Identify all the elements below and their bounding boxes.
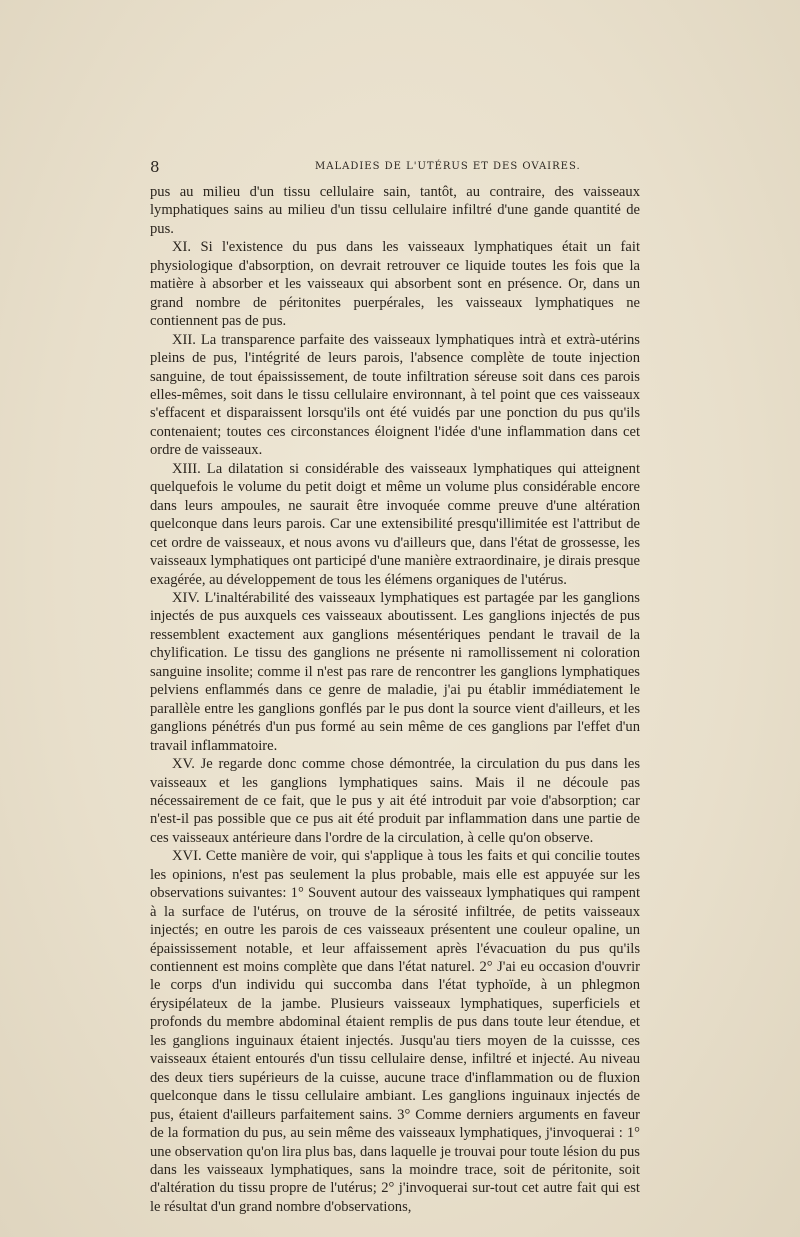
- running-title: MALADIES DE L'UTÉRUS ET DES OVAIRES.: [315, 161, 581, 172]
- page-number: 8: [150, 158, 160, 176]
- paragraph-xvi: XVI. Cette manière de voir, qui s'applique à tous les faits et qui concilie toutes les opinions, n'est pas seulement la plus probable, mais elle est appuyée sur les observations suivantes: 1° Souvent autour des vaisseaux lymphatiques qui rampent à la surface de l'utérus, on trouve de la sérosité infiltrée, de petits vaisseaux injectés; en outre les parois de ces vaisseaux présentent une couleur opaline, un épaississement notable, et leur affaissement après l'évacuation du pus qu'ils contiennent est moins complète que dans l'état naturel. 2° J'ai eu occasion d'ouvrir le corps d'un individu qui succomba dans l'état typhoïde, à un phlegmon érysipélateux de la jambe. Plusieurs vaisseaux lymphatiques, superficiels et profonds du membre abdominal étaient remplis de pus dans toute leur étendue, et les ganglions inguinaux étaient injectés. Jusqu'au tiers moyen de la cuissse, ces vaisseaux étaient entourés d'un tissu cellulaire dense, infiltré et injecté. Au niveau des deux tiers supérieurs de la cuisse, aucune trace d'inflammation ou de fluxion quelconque dans le tissu cellulaire ambiant. Les ganglions inguinaux injectés de pus, étaient d'ailleurs parfaitement sains. 3° Comme derniers arguments en faveur de la formation du pus, au sein même des vaisseaux lymphatiques, j'invoquerai : 1° une observation qu'on lira plus bas, dans laquelle je trouvai pour toute lésion du pus dans les vaisseaux lymphatiques, sans la moindre trace, soit de péritonite, soit d'altération du tissu propre de l'utérus; 2° j'invoquerai sur-tout cet autre fait qui est le résultat d'un grand nombre d'observations,: [150, 848, 640, 1215]
- page-header: [150, 158, 640, 178]
- paragraph-xv: XV. Je regarde donc comme chose démontrée, la circulation du pus dans les vaisseaux et les ganglions lymphatiques sains. Mais il ne découle pas nécessairement de ce fait, que le pus y ait été introduit par voie d'absorption; car n'est-il pas possible que ce pus ait été produit par inflammation dans une partie de ces vaisseaux antérieure dans l'ordre de la circulation, à celle qu'on observe.: [150, 756, 640, 846]
- paragraph-xii: XII. La transparence parfaite des vaisseaux lymphatiques intrà et extrà-utérins pleins de pus, l'intégrité de leurs parois, l'absence complète de toute injection sanguine, de tout épaississement, de toute infiltration séreuse soit dans ces parois elles-mêmes, soit dans le tissu cellulaire environnant, à tel point que ces vaisseaux s'effacent et disparaissent lorsqu'ils ont été vuidés par une ponction du pus qu'ils contenaient; toutes ces circonstances éloignent l'idée d'une inflammation dans cet ordre de vaisseaux.: [150, 331, 640, 459]
- paragraph-continuation: pus au milieu d'un tissu cellulaire sain, tantôt, au contraire, des vaisseaux lymphatiques sains au milieu d'un tissu cellulaire infiltré d'une gande quantité de pus.: [150, 184, 640, 237]
- paragraph-xi: XI. Si l'existence du pus dans les vaisseaux lymphatiques était un fait physiologique d'absorption, on devrait retrouver ce liquide toutes les fois que la matière à absorber et les vaisseaux qui absorbent sont en présence. Or, dans un grand nombre de péritonites puerpérales, les vaisseaux lymphatiques ne contiennent pas de pus.: [150, 239, 640, 330]
- paragraph-xiv: XIV. L'inaltérabilité des vaisseaux lymphatiques est partagée par les ganglions injectés de pus auxquels ces vaisseaux aboutissent. Les ganglions injectés de pus ressemblent exactement aux ganglions mésentériques pendant le travail de la chylification. Le tissu des ganglions ne présente ni ramollissement ni coloration sanguine insolite; comme il n'est pas rare de rencontrer les ganglions lymphatiques pelviens enflammés dans ce genre de maladie, j'ai pu établir immédiatement le parallèle entre les ganglions gonflés par le pus dont la source vient d'ailleurs, et les ganglions pénétrés d'un pus formé au sein même de ces ganglions par l'effet d'un travail inflammatoire.: [150, 589, 640, 754]
- body-text: [150, 183, 640, 1216]
- paragraph-xiii: XIII. La dilatation si considérable des vaisseaux lymphatiques qui atteignent quelquefois le volume du petit doigt et même un volume plus considérable encore dans leurs ampoules, ne saurait être invoquée comme preuve d'une altération quelconque dans leurs parois. Car une extensibilité presqu'illimitée est l'attribut de cet ordre de vaisseaux, et nous avons vu d'ailleurs que, dans l'état de grossesse, les vaisseaux lymphatiques ont participé d'une manière extraordinaire, je dirais presque exagérée, au développement de tous les élémens organiques de l'utérus.: [150, 460, 640, 588]
